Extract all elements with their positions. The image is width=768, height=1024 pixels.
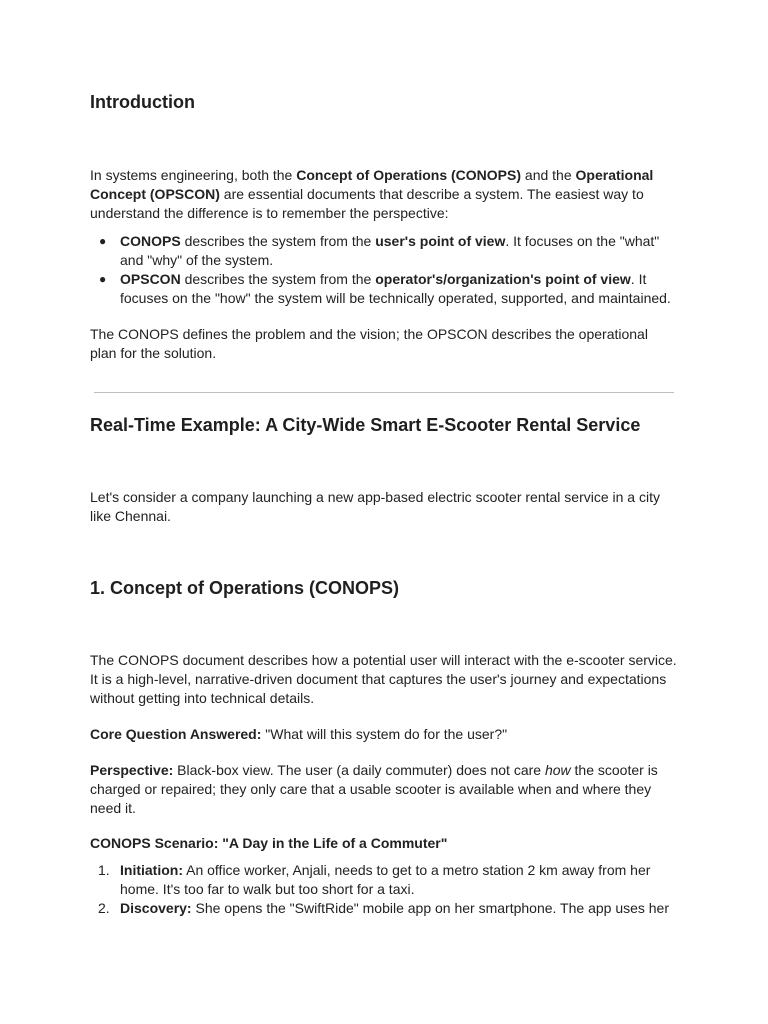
intro-summary-paragraph: The CONOPS defines the problem and the vision; the OPSCON describes the operational plan for the solution. (90, 326, 648, 361)
list-item: ● OPSCON describes the system from the operator's/organization's point of view. It focuses on the "how" the system will be technically operated, supported, and maintained. (99, 271, 671, 306)
core-question-paragraph: Core Question Answered: "What will this system do for the user?" (90, 726, 508, 742)
bullet-icon: ● (99, 234, 107, 248)
list-item: 2. Discovery: She opens the "SwiftRide" mobile app on her smartphone. The app uses her (98, 900, 670, 916)
list-item: ● CONOPS describes the system from the user's point of view. It focuses on the "what" and "why" of the system. (99, 233, 660, 268)
scenario-steps-list (90, 861, 678, 918)
list-item: 1. Initiation: An office worker, Anjali, needs to get to a metro station 2 km away from her home. It's too far to walk but too short for a taxi. (98, 862, 651, 897)
horizontal-divider (94, 392, 674, 393)
section-heading-example: Real-Time Example: A City-Wide Smart E-Scooter Rental Service (90, 415, 641, 435)
perspective-paragraph: Perspective: Black-box view. The user (a daily commuter) does not care how the scooter is charged or repaired; they only care that a usable scooter is available when and where they need it. (90, 762, 658, 816)
intro-paragraph: In systems engineering, both the Concept of Operations (CONOPS) and the Operational Concept (OPSCON) are essential documents that describe a system. The easiest way to understand the difference is to remember the perspective: (90, 167, 654, 221)
conops-opscon-bullet-list (90, 232, 678, 308)
bullet-icon: ● (99, 272, 107, 286)
scenario-title: CONOPS Scenario: "A Day in the Life of a Commuter" (90, 835, 448, 851)
conops-description-paragraph: The CONOPS document describes how a potential user will interact with the e-scooter service. It is a high-level, narrative-driven document that captures the user's journey and expectations without getting into technical details. (90, 652, 677, 706)
example-paragraph: Let's consider a company launching a new app-based electric scooter rental service in a city like Chennai. (90, 489, 660, 524)
section-heading-conops: 1. Concept of Operations (CONOPS) (90, 578, 400, 598)
section-heading-introduction: Introduction (90, 92, 195, 112)
